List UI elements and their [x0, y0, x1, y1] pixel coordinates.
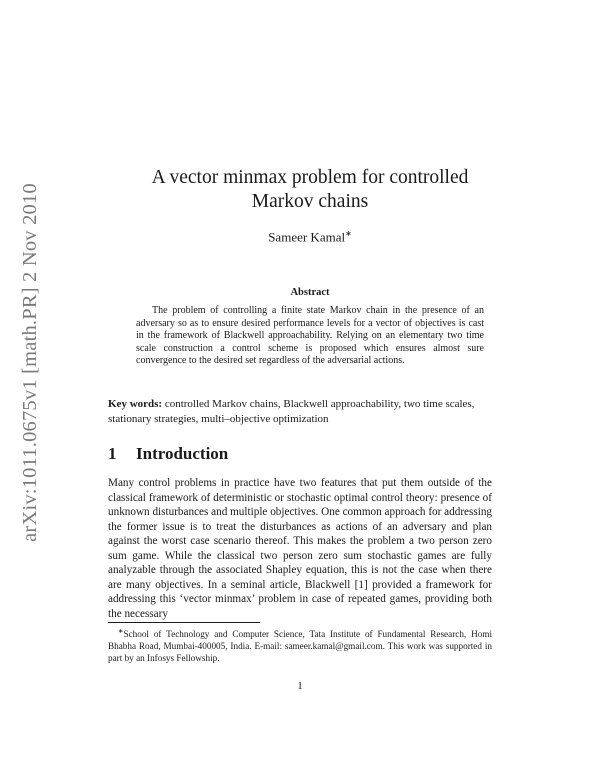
keywords-label: Key words:: [108, 398, 163, 410]
author-name: Sameer Kamal: [268, 229, 346, 245]
keywords-text: controlled Markov chains, Blackwell approachability, two time scales, stationary strategies, multi–objective optimization: [108, 398, 475, 425]
footnote: [108, 626, 492, 664]
abstract-heading: Abstract: [290, 287, 330, 298]
abstract-body: The problem of controlling a finite state Markov chain in the presence of an adversary so as to ensure desired performance levels for a vector of objectives is cast in the framework of Blackwell approachability. Relying on an elementary two time scale construction a control scheme is proposed which ensures almost sure convergence to the desired set regardless of the adversarial actions.: [136, 305, 484, 367]
footnote-text: School of Technology and Computer Science, Tata Institute of Fundamental Research, Homi Bhabha Road, Mumbai-400005, India. E-mail: sameer.kamal@gmail.com. This work was supported in part by an Infosys Fellowship.: [108, 629, 492, 664]
intro-paragraph: Many control problems in practice have two features that put them outside of the classical framework of deterministic or stochastic optimal control theory: presence of unknown disturbances and multiple objectives. One common approach for addressing the former issue is to treat the disturbances as actions of an adversary and plan against the worst case scenario thereof. This makes the problem a two person zero sum game. While the classical two person zero sum stochastic games are fully analyzable through the associated Shapley equation, this is not the case when there are many objectives. In a seminal article, Blackwell [1] provided a framework for addressing this ‘vector minmax’ problem in case of repeated games, providing both the necessary: [108, 477, 493, 620]
arxiv-identifier-stamp: [14, 182, 46, 542]
footnote-rule: [108, 622, 260, 623]
paper-title-line-1: A vector minmax problem for controlled: [151, 167, 469, 188]
footnote-mark: ∗: [118, 628, 124, 635]
author-footnote-mark: ∗: [345, 229, 352, 238]
section-heading: [108, 444, 228, 464]
keywords: [108, 397, 492, 426]
section-title: Introduction: [136, 444, 229, 463]
section-number: 1: [108, 444, 117, 463]
paper-title-line-2: Markov chains: [251, 191, 369, 212]
arxiv-identifier-text: arXiv:1011.0675v1 [math.PR] 2 Nov 2010: [18, 182, 41, 542]
author: [100, 229, 520, 245]
paper-title: [100, 166, 520, 214]
page-number: 1: [297, 680, 303, 692]
